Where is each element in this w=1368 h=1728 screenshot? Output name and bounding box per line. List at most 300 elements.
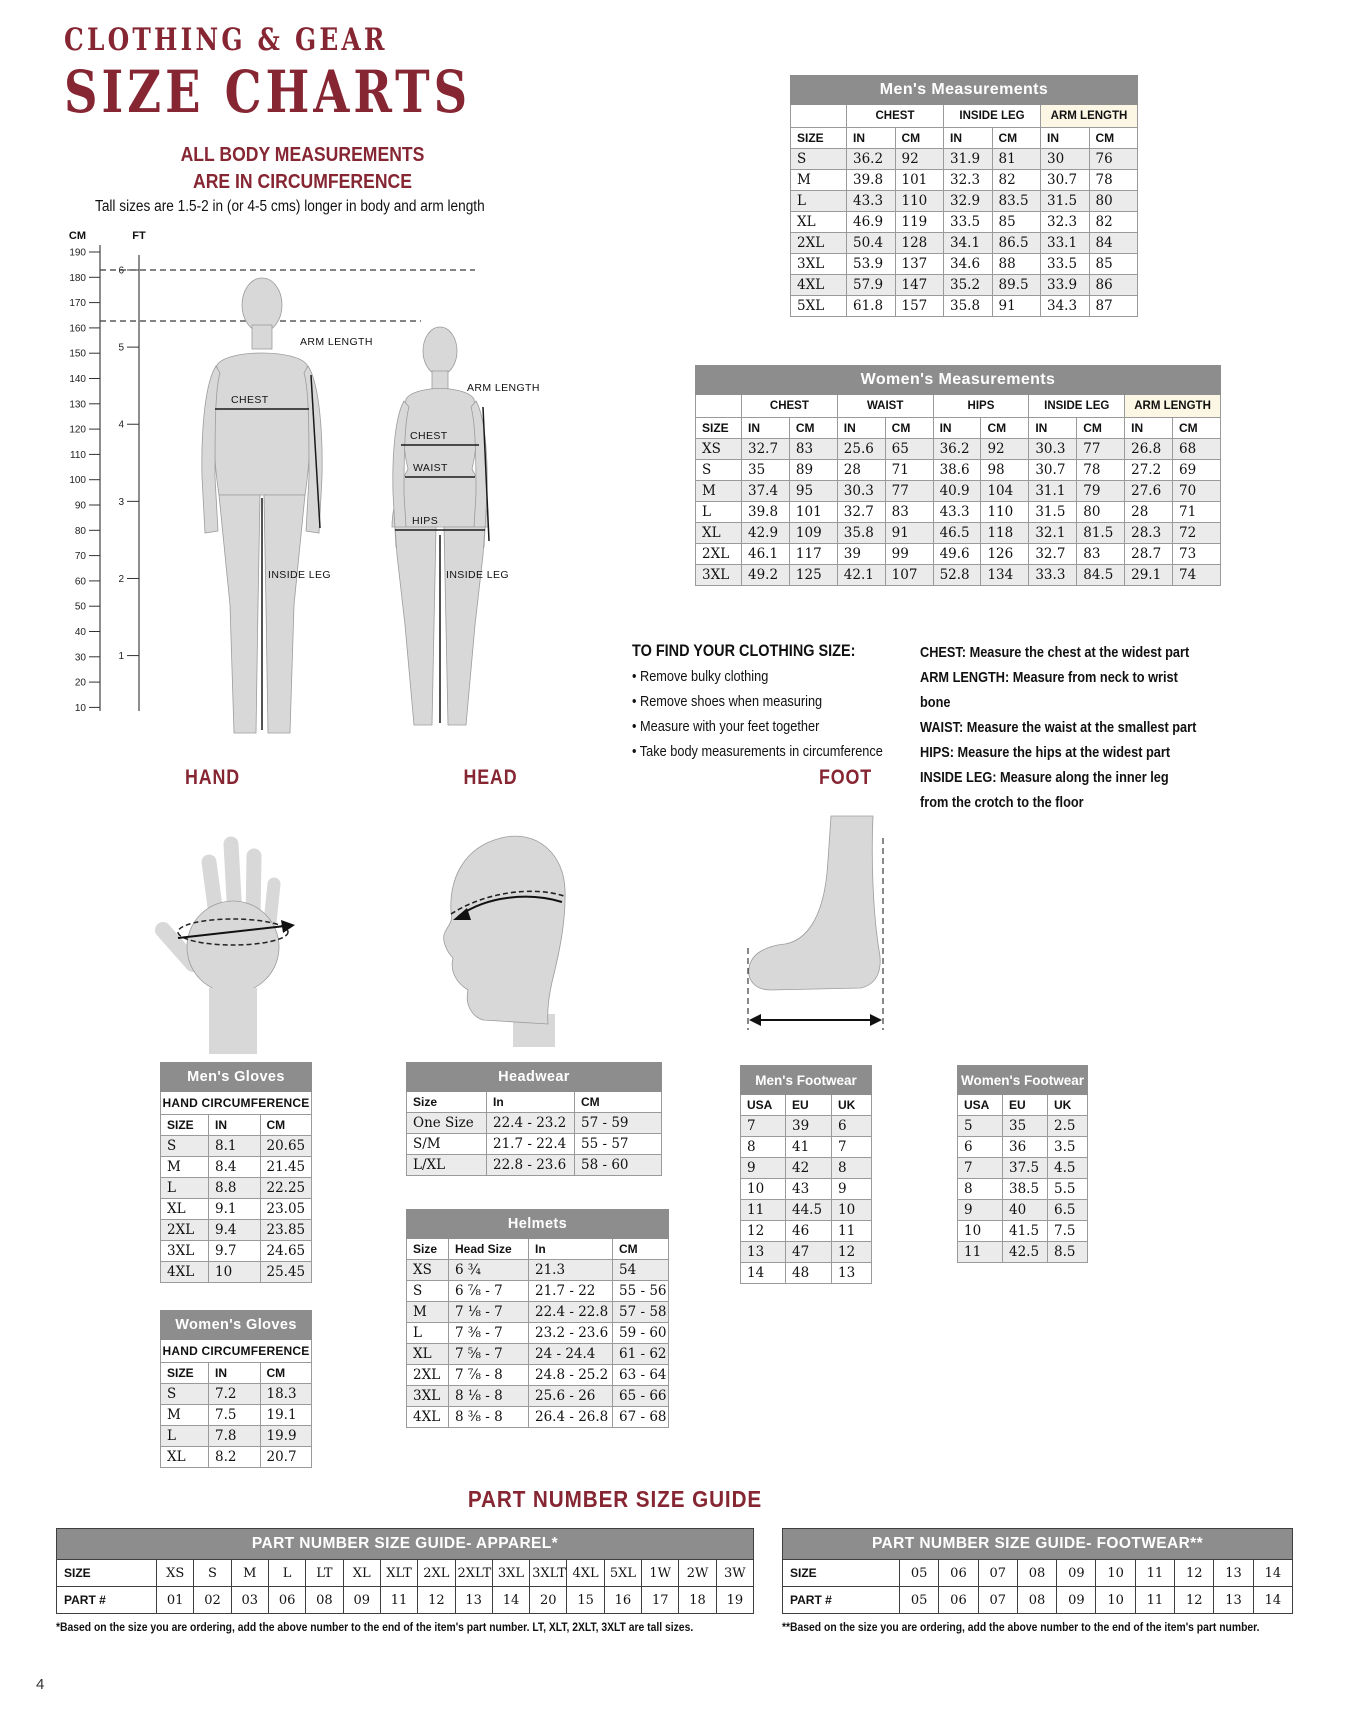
cell: 55 - 57	[575, 1134, 662, 1155]
svg-text:70: 70	[74, 551, 86, 563]
part-number-footwear-table	[782, 1528, 1293, 1614]
cell: S	[407, 1281, 449, 1302]
cell: 33.3	[1029, 565, 1077, 586]
cell: 08	[1017, 1560, 1056, 1587]
cell: 9	[741, 1158, 786, 1179]
cell: 31.1	[1029, 481, 1077, 502]
cell: 18.3	[260, 1384, 312, 1405]
data-table	[160, 1062, 312, 1283]
list-item: HIPS: Measure the hips at the widest part	[920, 744, 1171, 761]
cell: 12	[832, 1242, 872, 1263]
cell: 37.4	[742, 481, 790, 502]
column-header: IN	[847, 128, 896, 149]
cell: 13	[455, 1587, 492, 1614]
cell: 49.6	[933, 544, 981, 565]
cell: 11	[1135, 1587, 1174, 1614]
hand-illustration	[145, 792, 320, 1054]
cell: 08	[1017, 1587, 1056, 1614]
cell: 78	[1089, 170, 1138, 191]
cell: 85	[1089, 254, 1138, 275]
foot-arrowhead-right	[870, 1014, 882, 1026]
svg-text:180: 180	[69, 272, 86, 284]
cell: 99	[885, 544, 933, 565]
svg-text:1: 1	[118, 651, 124, 663]
cell: 39.8	[742, 502, 790, 523]
cell: 9	[958, 1200, 1003, 1221]
cell: 39	[786, 1116, 832, 1137]
cell: 80	[1077, 502, 1125, 523]
column-header: IN	[1125, 418, 1173, 439]
male-chest-label: CHEST	[231, 394, 269, 406]
ft-unit-label: FT	[132, 230, 146, 242]
svg-text:20: 20	[74, 677, 86, 689]
data-table	[160, 1310, 312, 1468]
cell: S	[791, 149, 847, 170]
cell: S	[696, 460, 742, 481]
part-number-guide-title: PART NUMBER SIZE GUIDE	[467, 1486, 763, 1512]
hand-section-header: HAND	[185, 766, 240, 789]
cell: 19.9	[260, 1426, 312, 1447]
cell: 43.3	[847, 191, 896, 212]
apparel-footnote: *Based on the size you are ordering, add the above number to the end of the item's part number. LT, XLT, 2XLT, 3XLT are tall sizes.	[56, 1622, 694, 1634]
cell: 06	[939, 1587, 978, 1614]
cell: 147	[895, 275, 944, 296]
column-header: EU	[1003, 1095, 1048, 1116]
cell: 11	[1135, 1560, 1174, 1587]
instructions-bullets	[632, 664, 921, 764]
page-title	[64, 22, 573, 126]
female-inside-leg-label: INSIDE LEG	[446, 569, 509, 581]
cell: 89.5	[992, 275, 1041, 296]
female-hips-label: HIPS	[412, 515, 439, 527]
cell: 7.5	[209, 1405, 261, 1426]
cell: 110	[895, 191, 944, 212]
cell: S	[161, 1384, 209, 1405]
cell: 1W	[642, 1560, 679, 1587]
cell: 134	[981, 565, 1029, 586]
cell: 76	[1089, 149, 1138, 170]
cell: 5XL	[604, 1560, 641, 1587]
cell: 92	[981, 439, 1029, 460]
cell: L	[791, 191, 847, 212]
subtitle-line-2: ARE IN CIRCUMFERENCE	[192, 171, 413, 193]
column-header: IN	[1029, 418, 1077, 439]
cell: 07	[978, 1587, 1017, 1614]
cell: 70	[1173, 481, 1221, 502]
cell: 20.7	[260, 1447, 312, 1468]
cell: 10	[958, 1221, 1003, 1242]
cell: M	[407, 1302, 449, 1323]
table-subtitle: HAND CIRCUMFERENCE	[161, 1340, 312, 1363]
cell: 30	[1041, 149, 1090, 170]
cell: XS	[157, 1560, 194, 1587]
cell: XS	[696, 439, 742, 460]
foot-illustration	[735, 798, 900, 1043]
data-table	[406, 1062, 662, 1176]
body-measurement-diagram	[55, 225, 555, 740]
cell: 06	[268, 1587, 305, 1614]
cell: 7	[741, 1116, 786, 1137]
cell: 95	[789, 481, 837, 502]
cell: 65	[885, 439, 933, 460]
cell: 28.3	[1125, 523, 1173, 544]
cell: 125	[789, 565, 837, 586]
cell: 33.5	[944, 212, 993, 233]
cell: S/M	[407, 1134, 487, 1155]
footwear-footnote: **Based on the size you are ordering, add the above number to the end of the item's part number.	[782, 1622, 1260, 1634]
table-title: Helmets	[407, 1210, 669, 1239]
cell: 8.2	[209, 1447, 261, 1468]
cell: XL	[343, 1560, 380, 1587]
cell: XL	[161, 1199, 209, 1220]
table-title: Women's Footwear	[958, 1066, 1088, 1095]
cell: 24.8 - 25.2	[529, 1365, 613, 1386]
list-item: • Remove bulky clothing	[632, 664, 921, 689]
cell: 40.9	[933, 481, 981, 502]
column-header: CM	[1089, 128, 1138, 149]
cell: 71	[1173, 502, 1221, 523]
cell: 4.5	[1048, 1158, 1088, 1179]
data-table	[782, 1528, 1293, 1614]
list-item: CHEST: Measure the chest at the widest part	[920, 644, 1190, 661]
cell: 118	[981, 523, 1029, 544]
cell: 3XL	[161, 1241, 209, 1262]
cell: 91	[992, 296, 1041, 317]
column-header: IN	[209, 1115, 261, 1136]
part-number-apparel-table	[56, 1528, 754, 1614]
cell: 41	[786, 1137, 832, 1158]
cell: 73	[1173, 544, 1221, 565]
cell: 36.2	[933, 439, 981, 460]
cell: 54	[613, 1260, 669, 1281]
cell: 28.7	[1125, 544, 1173, 565]
cell: 10	[741, 1179, 786, 1200]
cell: 57 - 58	[613, 1302, 669, 1323]
cell: 110	[981, 502, 1029, 523]
cell: 157	[895, 296, 944, 317]
cell: 46	[786, 1221, 832, 1242]
cell: One Size	[407, 1113, 487, 1134]
cell: 42	[786, 1158, 832, 1179]
cell: 101	[895, 170, 944, 191]
cell: 20	[530, 1587, 567, 1614]
cell: 8 ⅛ - 8	[449, 1386, 529, 1407]
cell: 24 - 24.4	[529, 1344, 613, 1365]
group-header: CHEST	[847, 105, 944, 128]
cell: 81.5	[1077, 523, 1125, 544]
cell: 13	[741, 1242, 786, 1263]
cell: 65 - 66	[613, 1386, 669, 1407]
group-header: HIPS	[933, 395, 1029, 418]
svg-text:110: 110	[70, 449, 86, 461]
cell: 9.4	[209, 1220, 261, 1241]
cell: 13	[1214, 1560, 1253, 1587]
subtitle	[151, 142, 455, 196]
cell: 12	[418, 1587, 455, 1614]
cell: XLT	[380, 1560, 417, 1587]
svg-text:160: 160	[69, 323, 86, 335]
cell: XS	[407, 1260, 449, 1281]
cell: 83	[1077, 544, 1125, 565]
svg-text:60: 60	[74, 576, 86, 588]
cell: 9	[832, 1179, 872, 1200]
cell: 35.2	[944, 275, 993, 296]
cell: 33.5	[1041, 254, 1090, 275]
cell: 68	[1173, 439, 1221, 460]
cell: 3XL	[791, 254, 847, 275]
table-title: Men's Gloves	[161, 1063, 312, 1092]
cell: 22.4 - 22.8	[529, 1302, 613, 1323]
cell: 23.2 - 23.6	[529, 1323, 613, 1344]
cell: 27.6	[1125, 481, 1173, 502]
cell: 34.1	[944, 233, 993, 254]
cell: 8	[832, 1158, 872, 1179]
cell: 84.5	[1077, 565, 1125, 586]
cell: 71	[885, 460, 933, 481]
cell: 7 ⅜ - 7	[449, 1323, 529, 1344]
cell: 30.7	[1029, 460, 1077, 481]
cell: S	[161, 1136, 209, 1157]
cell: 21.7 - 22	[529, 1281, 613, 1302]
female-waist-label: WAIST	[413, 462, 448, 474]
cell: L	[407, 1323, 449, 1344]
cm-ruler-ticks	[69, 248, 100, 714]
cell: 31.5	[1041, 191, 1090, 212]
cell: 67 - 68	[613, 1407, 669, 1428]
svg-text:2: 2	[118, 573, 124, 585]
list-item: • Remove shoes when measuring	[632, 689, 921, 714]
cell: 26.8	[1125, 439, 1173, 460]
list-item: INSIDE LEG: Measure along the inner leg from the crotch to the floor	[920, 769, 1169, 811]
cell: 6	[958, 1137, 1003, 1158]
cell: 40	[1003, 1200, 1048, 1221]
cell: 21.45	[260, 1157, 312, 1178]
cell: 88	[992, 254, 1041, 275]
cell: 9.7	[209, 1241, 261, 1262]
cell: 14	[492, 1587, 529, 1614]
cell: 14	[741, 1263, 786, 1284]
cell: 37.5	[1003, 1158, 1048, 1179]
group-header: WAIST	[837, 395, 933, 418]
cell: 35.8	[944, 296, 993, 317]
cell: 2W	[679, 1560, 716, 1587]
cell: 101	[789, 502, 837, 523]
cell: 8.5	[1048, 1242, 1088, 1263]
cell: 33.9	[1041, 275, 1090, 296]
cell: 4XL	[161, 1262, 209, 1283]
cell: 42.5	[1003, 1242, 1048, 1263]
cell: 33.1	[1041, 233, 1090, 254]
cell: 74	[1173, 565, 1221, 586]
column-header: CM	[885, 418, 933, 439]
cell: 8.8	[209, 1178, 261, 1199]
page-number: 4	[36, 1676, 45, 1693]
cell: XL	[407, 1344, 449, 1365]
cell: SIZE	[783, 1560, 900, 1587]
cell: 9.1	[209, 1199, 261, 1220]
cell: 09	[1057, 1560, 1096, 1587]
cell: 28	[837, 460, 885, 481]
table-title: PART NUMBER SIZE GUIDE- FOOTWEAR**	[783, 1529, 1293, 1560]
cell: 35.8	[837, 523, 885, 544]
list-item: ARM LENGTH: Measure from neck to wrist bone	[920, 669, 1178, 711]
cell: 47	[786, 1242, 832, 1263]
cell: 59 - 60	[613, 1323, 669, 1344]
cell: 128	[895, 233, 944, 254]
cell: 86.5	[992, 233, 1041, 254]
column-header: CM	[1077, 418, 1125, 439]
cell: 48	[786, 1263, 832, 1284]
cell: 7 ⅝ - 7	[449, 1344, 529, 1365]
cell: 98	[981, 460, 1029, 481]
column-header: USA	[741, 1095, 786, 1116]
mens-measurements-table	[790, 75, 1138, 317]
cell: 21.3	[529, 1260, 613, 1281]
column-header: SIZE	[791, 128, 847, 149]
cell: 17	[642, 1587, 679, 1614]
cell: 3XL	[407, 1386, 449, 1407]
female-arm-length-label: ARM LENGTH	[467, 382, 540, 394]
cell: 7.2	[209, 1384, 261, 1405]
cell: 63 - 64	[613, 1365, 669, 1386]
svg-text:190: 190	[69, 247, 86, 259]
cm-unit-label: CM	[68, 230, 86, 242]
subtitle-line-1: ALL BODY MEASUREMENTS	[180, 144, 425, 166]
cell: 11	[741, 1200, 786, 1221]
cell: 12	[1175, 1560, 1214, 1587]
cell: 46.5	[933, 523, 981, 544]
cell: 10	[1096, 1560, 1135, 1587]
column-header: CM	[575, 1092, 662, 1113]
cell: 61 - 62	[613, 1344, 669, 1365]
cell: 22.25	[260, 1178, 312, 1199]
column-header: Size	[407, 1239, 449, 1260]
cell: 32.9	[944, 191, 993, 212]
cell: 7.8	[209, 1426, 261, 1447]
cell: 29.1	[1125, 565, 1173, 586]
cell: 11	[958, 1242, 1003, 1263]
column-header: CM	[895, 128, 944, 149]
cell: 104	[981, 481, 1029, 502]
cell: 19	[716, 1587, 753, 1614]
cell: 20.65	[260, 1136, 312, 1157]
cell: 16	[604, 1587, 641, 1614]
column-header: CM	[1173, 418, 1221, 439]
cell: 08	[306, 1587, 343, 1614]
column-header: IN	[837, 418, 885, 439]
cell: 12	[741, 1221, 786, 1242]
cell: 5	[958, 1116, 1003, 1137]
cell: 05	[900, 1587, 939, 1614]
svg-text:80: 80	[74, 525, 86, 537]
cell: 13	[832, 1263, 872, 1284]
cell: 2XL	[161, 1220, 209, 1241]
cell: 30.3	[1029, 439, 1077, 460]
cell: 2XL	[791, 233, 847, 254]
cell: 46.9	[847, 212, 896, 233]
column-header: Size	[407, 1092, 487, 1113]
female-chest-label: CHEST	[410, 430, 448, 442]
cell: 6.5	[1048, 1200, 1088, 1221]
cell: 3.5	[1048, 1137, 1088, 1158]
cell: 22.8 - 23.6	[487, 1155, 575, 1176]
cell: 79	[1077, 481, 1125, 502]
list-item: • Take body measurements in circumference	[632, 739, 921, 764]
cell: 61.8	[847, 296, 896, 317]
cell: 87	[1089, 296, 1138, 317]
cell: 2XL	[696, 544, 742, 565]
column-header: USA	[958, 1095, 1003, 1116]
cell: 36.2	[847, 149, 896, 170]
cell: 7 ⅛ - 7	[449, 1302, 529, 1323]
cell: 83	[789, 439, 837, 460]
column-header: UK	[832, 1095, 872, 1116]
column-header: CM	[789, 418, 837, 439]
cell: 31.5	[1029, 502, 1077, 523]
cell: 26.4 - 26.8	[529, 1407, 613, 1428]
cell: 43	[786, 1179, 832, 1200]
cell: L	[696, 502, 742, 523]
cell: L	[161, 1178, 209, 1199]
cell: 05	[900, 1560, 939, 1587]
column-header: CM	[613, 1239, 669, 1260]
svg-text:10: 10	[74, 702, 86, 714]
cell: 92	[895, 149, 944, 170]
cell: 8.4	[209, 1157, 261, 1178]
cell: M	[791, 170, 847, 191]
sizing-instructions	[632, 638, 921, 764]
cell: 3W	[716, 1560, 753, 1587]
cell: XL	[791, 212, 847, 233]
list-item: • Measure with your feet together	[632, 714, 921, 739]
column-header: SIZE	[696, 418, 742, 439]
column-header: CM	[981, 418, 1029, 439]
cell: 84	[1089, 233, 1138, 254]
svg-text:150: 150	[69, 348, 86, 360]
cell: 09	[1057, 1587, 1096, 1614]
cell: 18	[679, 1587, 716, 1614]
column-header: In	[529, 1239, 613, 1260]
cell: 14	[1253, 1587, 1292, 1614]
cell: 50.4	[847, 233, 896, 254]
head-section-header: HEAD	[463, 766, 518, 789]
cell: 2XLT	[455, 1560, 492, 1587]
foot-arrowhead-left	[749, 1014, 761, 1026]
cell: 77	[1077, 439, 1125, 460]
cell: S	[194, 1560, 231, 1587]
cell: 44.5	[786, 1200, 832, 1221]
cell: 3XL	[696, 565, 742, 586]
cell: 58 - 60	[575, 1155, 662, 1176]
cell: 36	[1003, 1137, 1048, 1158]
cell: 10	[1096, 1587, 1135, 1614]
column-header: UK	[1048, 1095, 1088, 1116]
cell: 15	[567, 1587, 604, 1614]
group-header: CHEST	[742, 395, 838, 418]
column-header: CM	[260, 1363, 312, 1384]
cell: 24.65	[260, 1241, 312, 1262]
data-table	[406, 1209, 669, 1428]
cell: 57 - 59	[575, 1113, 662, 1134]
cell: 8 ⅜ - 8	[449, 1407, 529, 1428]
cell: 41.5	[1003, 1221, 1048, 1242]
cell: 109	[789, 523, 837, 544]
svg-text:130: 130	[69, 399, 86, 411]
cell: 7	[832, 1137, 872, 1158]
cell: 82	[1089, 212, 1138, 233]
cell: 80	[1089, 191, 1138, 212]
cell: LT	[306, 1560, 343, 1587]
